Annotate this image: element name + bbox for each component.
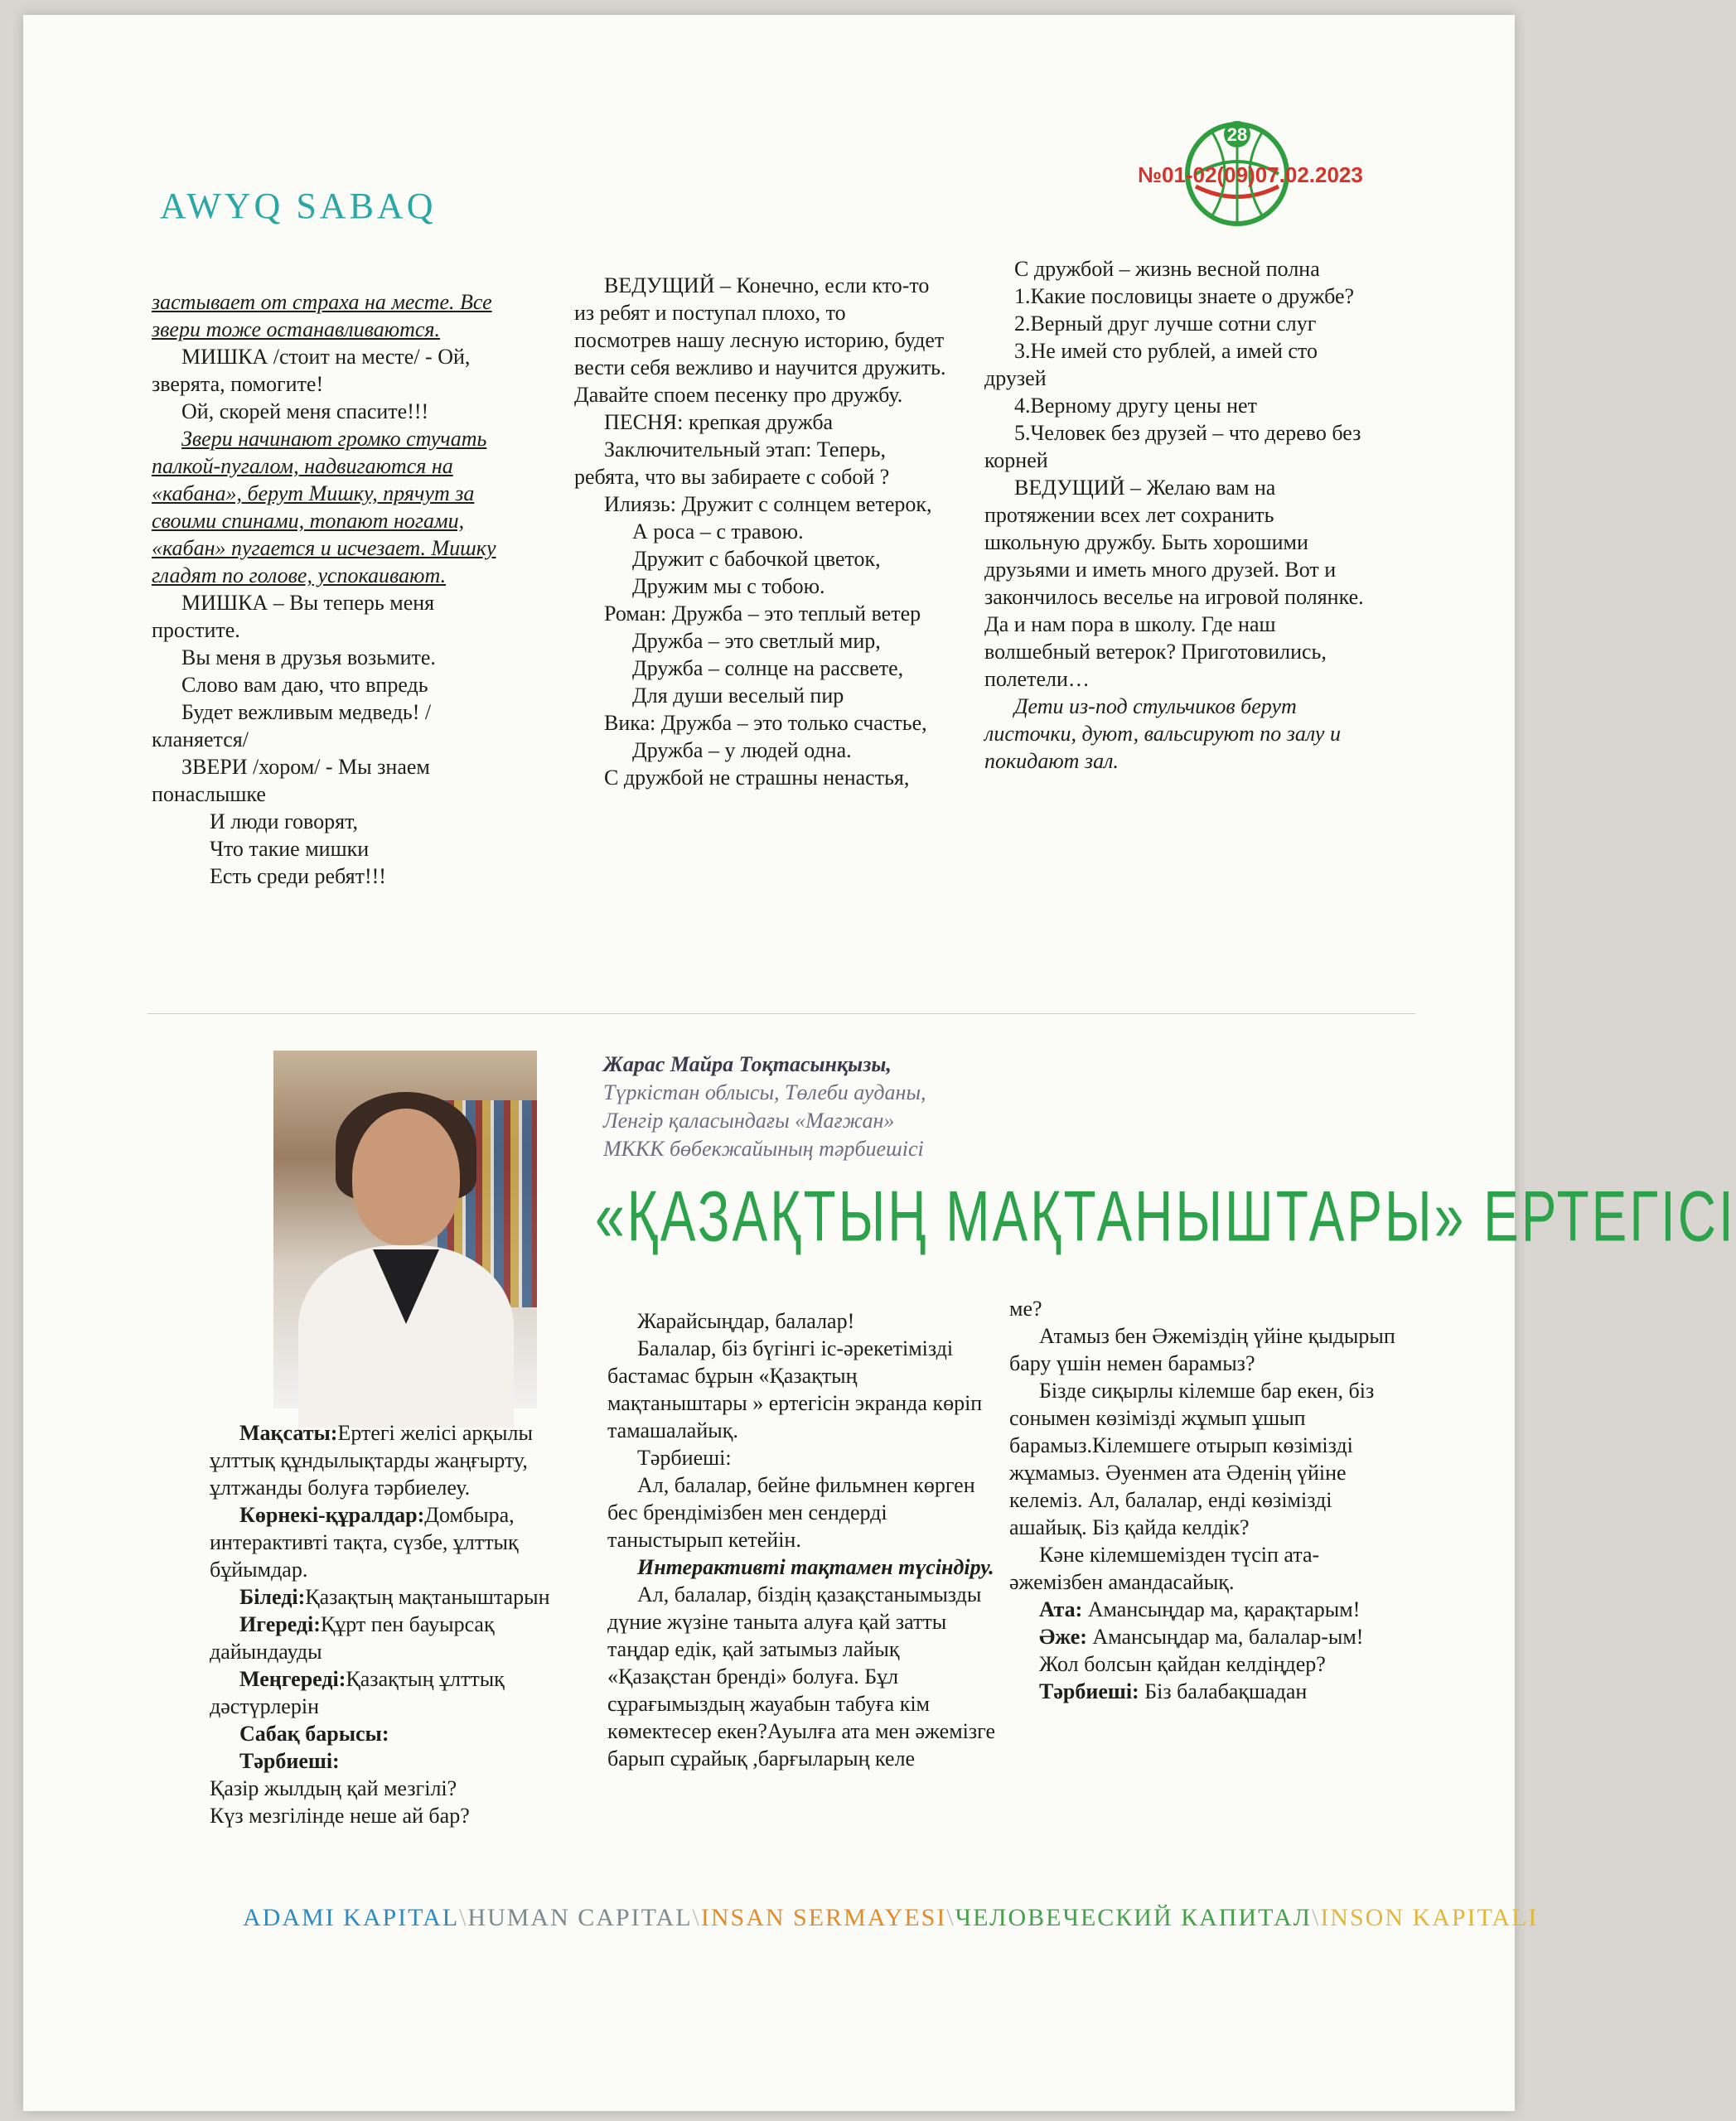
bottom-column-2 [607,1307,997,1772]
paragraph: Атамыз бен Әжеміздің үйіне қыдырып бару үшін немен барамыз? [1009,1324,1395,1375]
footer-banner: ADAMI KAPITAL\HUMAN CAPITAL\INSAN SERMAYESI\ЧЕЛОВЕЧЕСКИЙ КАПИТАЛ\INSON KAPITALI [243,1904,1539,1931]
paragraph-label: Көрнекі-құралдар: [239,1503,425,1527]
footer-rus: ЧЕЛОВЕЧЕСКИЙ КАПИТАЛ [955,1904,1312,1931]
paragraph: Ата: Амансыңдар ма, қарақтарым! [1039,1597,1361,1621]
footer-eng: HUMAN CAPITAL [467,1904,693,1931]
author-block [603,1051,926,1163]
paragraph: Заключительный этап: Теперь, ребята, что вы забираете с собой ? [574,437,890,489]
author-city: Ленгір қаласындағы «Мағжан» [603,1109,895,1133]
paragraph: 5.Человек без друзей – что дерево без корней [984,421,1361,472]
paragraph-label: Сабақ барысы: [239,1722,389,1746]
paragraph [210,1747,591,1775]
paragraph-label: Меңгереді: [239,1667,346,1691]
paragraph: Бізде сиқырлы кілемше бар екен, біз сонымен көзімізді жұмып ұшып барамыз.Кілемшеге отырып көзімізді жұмамыз. Әуенмен ата Әденің үйіне келеміз. Ал, балалар, енді көзімізді ашайық. Біз қайда келдік? [1009,1379,1375,1539]
paragraph-label: Игереді: [239,1612,321,1636]
top-column-1 [152,288,508,890]
paragraph: Тәрбиеші: [637,1446,732,1470]
paragraph: Дети из-под стульчиков берут листочки, дуют, вальсируют по залу и покидают зал. [984,694,1341,773]
paragraph: 1.Какие пословицы знаете о дружбе? [1014,284,1355,308]
paragraph: Мақсаты:Ертегі желісі арқылы ұлттық құндылықтарды жаңғырту, ұлтжанды болуға тәрбиелеу. [210,1421,533,1500]
paragraph: 4.Верному другу цены нет [1014,394,1257,418]
paragraph: Будет вежливым медведь! /кланяется/ [152,700,432,751]
magazine-page [23,15,1736,2111]
paragraph: Звери начинают громко стучать палкой-пугалом, надвигаются на «кабана», берут Мишку, прячут за своими спинами, топают ногами, «кабан» пугается и исчезает. Мишку гладят по голове, успокаивают. [152,427,496,587]
paragraph-label: Мақсаты: [239,1421,338,1445]
paragraph: Жарайсыңдар, балалар! [637,1309,855,1333]
paragraph: Балалар, біз бүгінгі іс-әрекетімізді бастамас бұрын «Қазақтың мақтаныштары » ертегісін экранда көріп тамашалайық. [607,1336,983,1442]
paragraph: Ал, балалар, бейне фильмнен көрген бес брендімізбен мен сендерді таныстырып кетейін. [607,1473,975,1552]
logo-number: 28 [1226,124,1248,145]
paragraph: Интерактивті тақтамен түсіндіру. [637,1555,994,1579]
footer-tur: INSAN SERMAYESI [700,1904,947,1931]
paragraph: А роса – с травою. [632,519,804,544]
paragraph: 2.Верный друг лучше сотни слуг [1014,312,1317,336]
paragraph: Дружит с бабочкой цветок, [632,547,881,571]
paragraph: ПЕСНЯ: крепкая дружба [604,410,834,434]
paragraph: Кәне кілемшемізден түсіп ата-әжемізбен амандасайық. [1009,1543,1320,1594]
section-title: AWYQ SABAQ [160,186,437,226]
paragraph-label: Тәрбиеші: [1039,1679,1139,1703]
paragraph: И люди говорят, [210,809,358,833]
paragraph: Илиязь: Дружит с солнцем ветерок, [604,492,932,516]
section-divider [147,1013,1415,1014]
bottom-column-3 [1009,1295,1407,1705]
paragraph-label: Біледі: [239,1585,306,1609]
paragraph: Меңгереді:Қазақтың ұлттық дәстүрлерін [210,1667,505,1718]
article-headline: «ҚАЗАҚТЫҢ МАҚТАНЫШТАРЫ» ЕРТЕГІСІ [595,1176,1736,1257]
paragraph: Ал, балалар, біздің қазақстанымызды дүние жүзіне таныта алуға қай затты таңдар едік, қай затымыз лайық «Қазақстан бренді» болуға. Бұл сұрағымыздың жауабын табуға кім көмектесер екен?Ауылға ата мен әжемізге барып сұрайық ,барғыларың келе [607,1582,996,1771]
paragraph: С дружбой не страшны ненастья, [604,766,910,790]
paragraph: застывает от страха на месте. Все звери тоже останавливаются. [152,290,492,341]
paragraph: ме? [1009,1297,1042,1321]
paragraph: С дружбой – жизнь весной полна [1014,257,1320,281]
paragraph: Әже: Амансыңдар ма, балалар-ым! [1039,1625,1364,1649]
paragraph: Для души веселый пир [632,684,844,708]
paragraph: Дружба – это светлый мир, [632,629,881,653]
paragraph: Ой, скорей меня спасите!!! [181,399,429,423]
paragraph: Роман: Дружба – это теплый ветер [604,602,921,626]
paragraph-label: Тәрбиеші: [239,1749,340,1773]
paragraph: Күз мезгілінде неше ай бар? [210,1804,470,1828]
paragraph: Дружба – солнце на рассвете, [632,656,904,680]
top-column-3 [984,255,1374,775]
paragraph: Что такие мишки [210,837,370,861]
paragraph-label: Әже: [1039,1625,1087,1649]
top-column-2 [574,272,947,791]
paragraph: 3.Не имей сто рублей, а имей сто друзей [984,339,1318,390]
paragraph: Есть среди ребят!!! [210,864,386,888]
paragraph: Слово вам даю, что впредь [181,673,428,697]
paragraph: МИШКА /стоит на месте/ - Ой, зверята, помогите! [152,345,471,396]
author-photo [273,1051,537,1408]
paragraph [210,1720,591,1747]
paragraph: МИШКА – Вы теперь меня простите. [152,591,435,642]
paragraph: Вы меня в друзья возьмите. [181,645,436,669]
paragraph: Біледі:Қазақтың мақтаныштарын [239,1585,550,1609]
paragraph-label: Ата: [1039,1597,1083,1621]
paragraph: ЗВЕРИ /хором/ - Мы знаем понаслышке [152,755,430,806]
author-position: МККК бөбекжайының тәрбиешісі [603,1137,924,1161]
footer-uzb: INSON KAPITALI [1320,1904,1539,1931]
paragraph: Вика: Дружба – это только счастье, [604,711,927,735]
paragraph: Тәрбиеші: Біз балабақшадан [1039,1679,1308,1703]
paragraph: Көрнекі-құралдар:Домбыра, интерактивті тақта, сүзбе, ұлттық бұйымдар. [210,1503,519,1582]
bottom-column-1 [210,1419,591,1829]
author-name: Жарас Майра Тоқтасынқызы, [603,1052,892,1076]
paragraph: Дружим мы с тобою. [632,574,825,598]
paragraph: Жол болсын қайдан келдіңдер? [1039,1652,1326,1676]
paragraph: ВЕДУЩИЙ – Конечно, если кто-то из ребят и поступал плохо, то посмотрев нашу лесную историю, будет вести себя вежливо и научится дружить. Давайте споем песенку про дружбу. [574,273,946,407]
paragraph: ВЕДУЩИЙ – Желаю вам на протяжении всех лет сохранить школьную дружбу. Быть хорошими друзьями и иметь много друзей. Вот и закончилось веселье на игровой полянке. Да и нам пора в школу. Где наш волшебный ветерок? Приготовились, полетели… [984,476,1364,691]
footer-kaz: ADAMI KAPITAL [243,1904,460,1931]
paragraph: Қазір жылдың қай мезгілі? [210,1776,457,1800]
paragraph: Игереді:Құрт пен бауырсақ дайындауды [210,1612,495,1664]
author-region: Түркістан облысы, Төлеби ауданы, [603,1080,926,1104]
paragraph: Дружба – у людей одна. [632,738,852,762]
issue-number: №01-02(09)07.02.2023 [1138,162,1363,187]
